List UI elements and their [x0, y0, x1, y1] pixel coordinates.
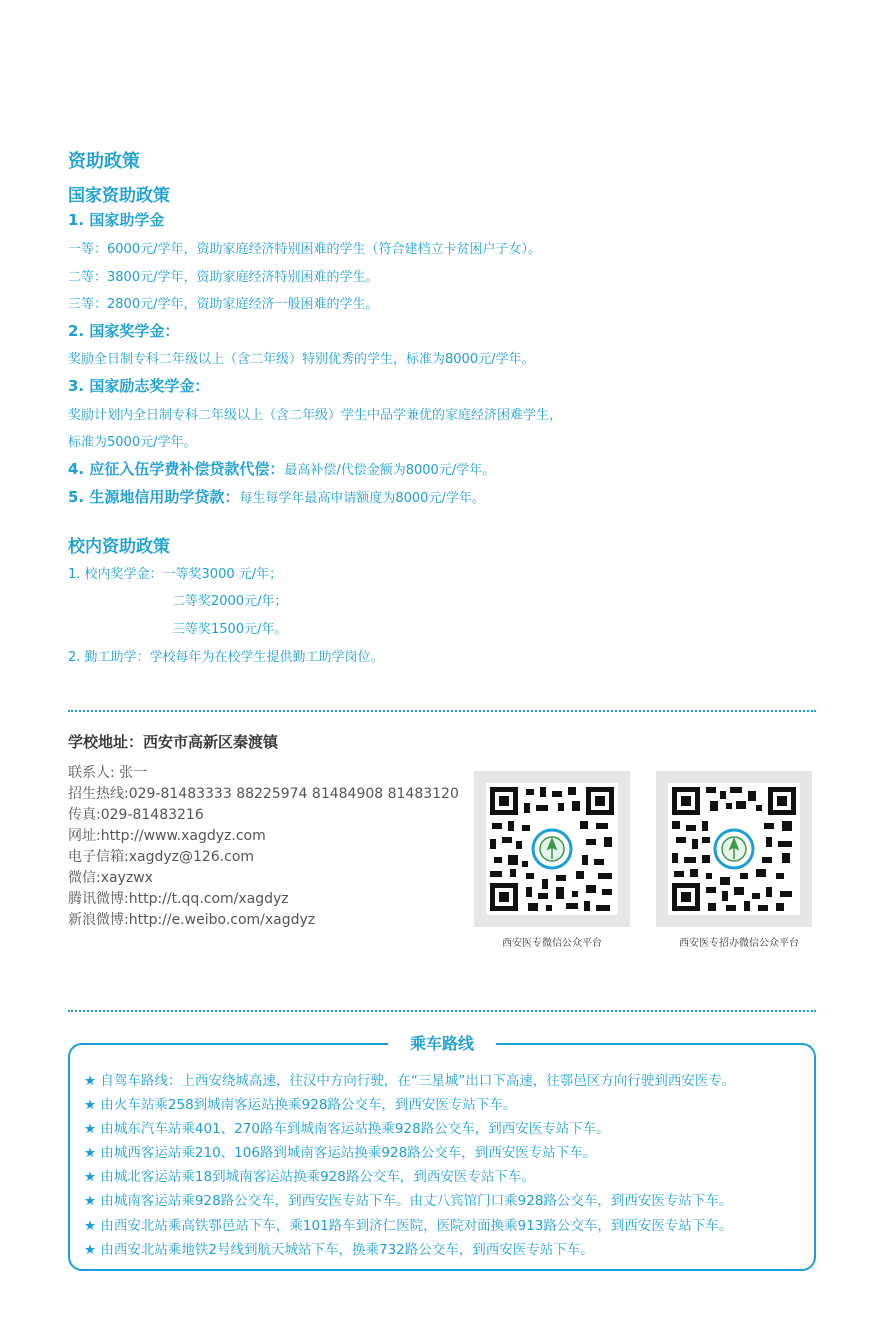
qr-code-1 [474, 771, 630, 927]
fax: 传真:029-81483216 [68, 807, 204, 823]
admission-hotline: 招生热线:029-81483333 88225974 81484908 81483120 [68, 786, 459, 802]
wechat: 微信:xayzwx [68, 870, 153, 886]
school-line-1b: 二等奖2000元/年； [172, 594, 288, 609]
sina-weibo[interactable]: 新浪微博:http://e.weibo.com/xagdyz [68, 912, 316, 928]
qr-caption-2: 西安医专招办微信公众平台 [679, 938, 799, 949]
qr-code-icon [486, 783, 618, 915]
section-title-aid: 资助政策 [68, 151, 140, 172]
grant-title: 1. 国家助学金 [68, 211, 165, 229]
military-title: 4. 应征入伍学费补偿贷款代偿： [68, 460, 285, 478]
divider-1 [68, 710, 816, 712]
school-line-1a: 1. 校内奖学金：一等奖3000 元/年； [68, 567, 283, 582]
qr-code-icon [668, 783, 800, 915]
military-text: 最高补偿/代偿金额为8000元/学年。 [284, 463, 496, 478]
qr-caption-1: 西安医专微信公众平台 [502, 938, 602, 949]
route-item: ★ 自驾车路线：上西安绕城高速，往汉中方向行驶，在“三星城”出口下高速，往鄠邑区方向行驶到西安医专。 [84, 1073, 736, 1089]
national-aid-title: 国家资助政策 [68, 186, 170, 206]
route-item: ★ 由城北客运站乘18到城南客运站换乘928路公交车，到西安医专站下车。 [84, 1169, 535, 1185]
tencent-weibo[interactable]: 腾讯微博:http://t.qq.com/xagdyz [68, 891, 289, 907]
school-aid-title: 校内资助政策 [68, 537, 170, 557]
inspire-title: 3. 国家励志奖学金： [68, 377, 210, 395]
loan-title: 5. 生源地信用助学贷款： [68, 488, 240, 506]
scholarship-text: 奖励全日制专科二年级以上（含二年级）特别优秀的学生，标准为8000元/学年。 [68, 352, 535, 367]
grant-line-1: 一等：6000元/学年，资助家庭经济特别困难的学生（符合建档立卡贫困户子女）。 [68, 242, 541, 257]
inspire-text-2: 标准为5000元/学年。 [68, 435, 197, 450]
loan-line [68, 486, 485, 507]
route-item: ★ 由城东汽车站乘401、270路车到城南客运站换乘928路公交车，到西安医专站下车。 [84, 1121, 610, 1137]
loan-text: 每生每学年最高申请额度为8000元/学年。 [239, 491, 485, 506]
school-line-1c: 三等奖1500元/年。 [172, 622, 288, 637]
qr-code-2 [656, 771, 812, 927]
military-line [68, 458, 495, 479]
route-item: ★ 由城南客运站乘928路公交车，到西安医专站下车。由丈八宾馆门口乘928路公交车，到西安医专站下车。 [84, 1193, 733, 1209]
route-item: ★ 由西安北站乘地铁2号线到航天城站下车，换乘732路公交车，到西安医专站下车。 [84, 1242, 594, 1258]
route-item: ★ 由西安北站乘高铁鄠邑站下车，乘101路车到济仁医院，医院对面换乘913路公交车，到西安医专站下车。 [84, 1218, 733, 1234]
contact-person: 联系人: 张一 [68, 765, 148, 781]
divider-2 [68, 1010, 816, 1012]
route-item: ★ 由城西客运站乘210、106路到城南客运站换乘928路公交车，到西安医专站下车。 [84, 1145, 597, 1161]
grant-line-2: 二等：3800元/学年，资助家庭经济特别困难的学生。 [68, 270, 379, 285]
school-line-2: 2. 勤工助学：学校每年为在校学生提供勤工助学岗位。 [68, 650, 384, 665]
route-item: ★ 由火车站乘258到城南客运站换乘928路公交车，到西安医专站下车。 [84, 1097, 517, 1113]
grant-line-3: 三等：2800元/学年，资助家庭经济一般困难的学生。 [68, 297, 379, 312]
routes-title: 乘车路线 [388, 1031, 496, 1054]
website[interactable]: 网址:http://www.xagdyz.com [68, 828, 266, 844]
scholarship-title: 2. 国家奖学金： [68, 322, 180, 340]
school-address: 学校地址：西安市高新区秦渡镇 [68, 733, 279, 751]
inspire-text-1: 奖励计划内全日制专科二年级以上（含二年级）学生中品学兼优的家庭经济困难学生， [68, 408, 563, 423]
email[interactable]: 电子信箱:xagdyz@126.com [68, 849, 255, 865]
